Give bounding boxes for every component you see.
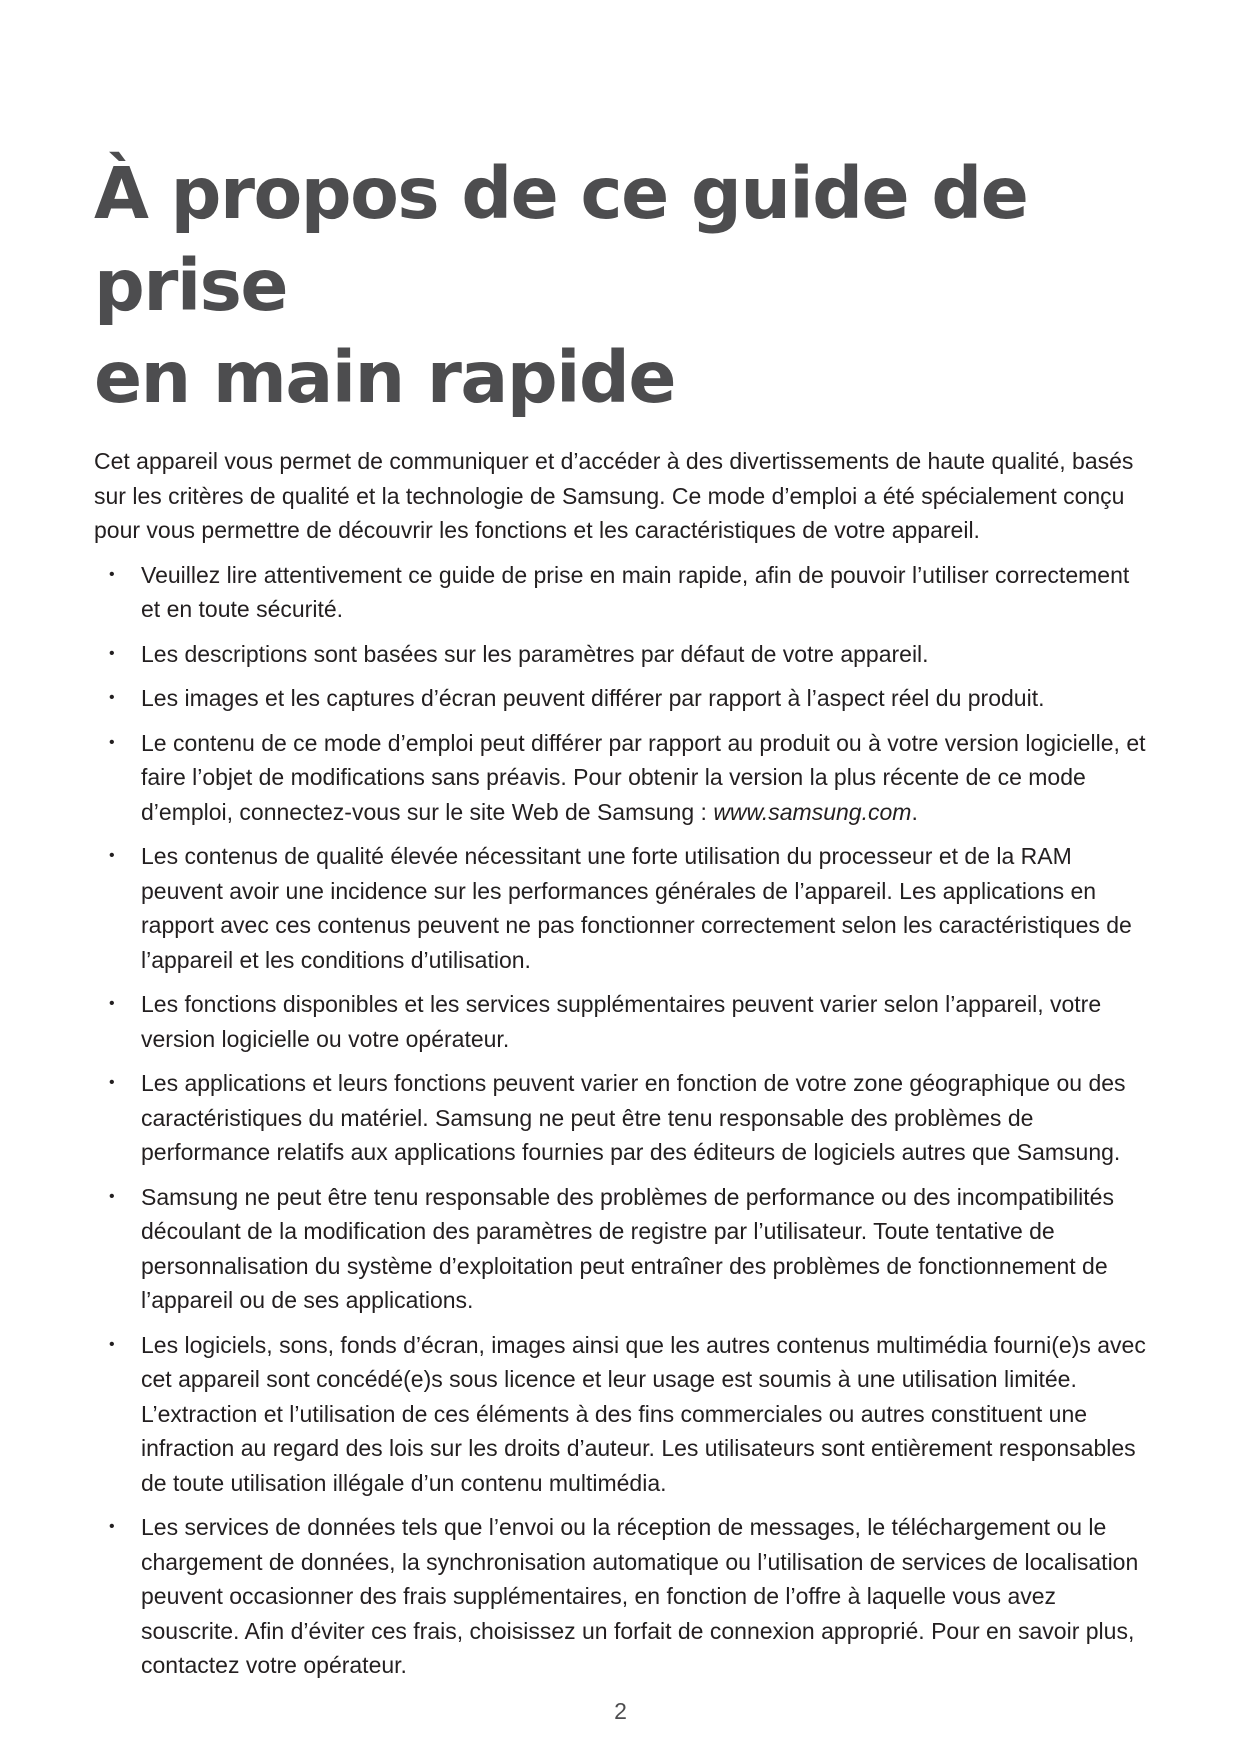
list-item [94,637,1154,672]
list-item [94,1066,1154,1170]
list-item [94,681,1154,716]
list-item [94,558,1154,627]
list-item-text: Samsung ne peut être tenu responsable des problèmes de performance ou des incompatibilités découlant de la modification des paramètres de registre par l’utilisateur. Toute tentative de personnalisation du système d’exploitation peut entraîner des problèmes de fonctionnement de l’appareil ou de ses applications. [141,1183,1114,1313]
list-item-text-main: Le contenu de ce mode d’emploi peut différer par rapport au produit ou à votre version logicielle, et faire l’objet de modifications sans préavis. Pour obtenir la version la plus récente de ce mode d’emploi, connectez-vous sur le site Web de Samsung : [141,729,1146,825]
title-line-2: en main rapide [94,336,675,419]
intro-paragraph: Cet appareil vous permet de communiquer et d’accéder à des divertissements de haute qualité, basés sur les critères de qualité et la technologie de Samsung. Ce mode d’emploi a été spécialement conçu pour vous permettre de découvrir les fonctions et les caractéristiques de votre appareil. [94,448,1134,543]
bullet-icon: • [109,689,115,706]
document-page [94,148,1154,1693]
list-item-text [141,730,1146,825]
list-item-text: Les fonctions disponibles et les services supplémentaires peuvent varier selon l’appareil, votre version logicielle ou votre opérateur. [141,991,1102,1052]
bullet-icon: • [109,995,115,1012]
bullet-list [94,558,1154,1683]
bullet-icon: • [109,1074,115,1091]
bullet-icon: • [109,1187,115,1205]
list-item [94,1180,1154,1318]
website-suffix: . [911,798,918,825]
bullet-icon: • [109,733,115,751]
list-item [94,1510,1154,1683]
list-item-text: Les contenus de qualité élevée nécessitant une forte utilisation du processeur et de la RAM peuvent avoir une incidence sur les performances générales de l’appareil. Les applications en rapport avec ces contenus peuvent ne pas fonctionner correctement selon les caractéristiques de l’appareil et les conditions d’utilisation. [141,843,1132,973]
list-item [94,726,1154,830]
list-item-text: Les applications et leurs fonctions peuvent varier en fonction de votre zone géographique ou des caractéristiques du matériel. Samsung ne peut être tenu responsable des problèmes de performance relatifs aux applications fournies par des éditeurs de logiciels autres que Samsung. [141,1070,1126,1165]
bullet-icon: • [109,1518,115,1535]
list-item [94,839,1154,977]
list-item [94,987,1154,1056]
list-item [94,1328,1154,1501]
list-item-text: Veuillez lire attentivement ce guide de prise en main rapide, afin de pouvoir l’utiliser correctement et en toute sécurité. [141,561,1130,622]
list-item-text: Les descriptions sont basées sur les paramètres par défaut de votre appareil. [141,640,929,667]
list-item-text: Les logiciels, sons, fonds d’écran, images ainsi que les autres contenus multimédia fourni(e)s avec cet appareil sont concédé(e)s sous licence et leur usage est soumis à une utilisation limitée. L’extraction et l’utilisation de ces éléments à des fins commerciales ou autres constituent une infraction au regard des lois sur les droits d’auteur. Les utilisateurs sont entièrement responsables de toute utilisation illégale d’un contenu multimédia. [141,1331,1146,1496]
list-item-text: Les images et les captures d’écran peuvent différer par rapport à l’aspect réel du produit. [141,685,1045,711]
website-link[interactable]: www.samsung.com [713,798,912,825]
bullet-icon: • [109,565,115,583]
page-number: 2 [614,1698,627,1724]
title-line-1: À propos de ce guide de prise [94,152,1028,327]
bullet-icon: • [109,847,115,864]
bullet-icon: • [109,644,115,662]
list-item-text: Les services de données tels que l’envoi ou la réception de messages, le téléchargement ou le chargement de données, la synchronisation automatique ou l’utilisation de services de localisation peuvent occasionner des frais supplémentaires, en fonction de l’offre à laquelle vous avez souscrite. Afin d’éviter ces frais, choisissez un forfait de connexion approprié. Pour en savoir plus, contactez votre opérateur. [141,1514,1139,1678]
page-title [94,148,1154,424]
bullet-icon: • [109,1335,115,1353]
